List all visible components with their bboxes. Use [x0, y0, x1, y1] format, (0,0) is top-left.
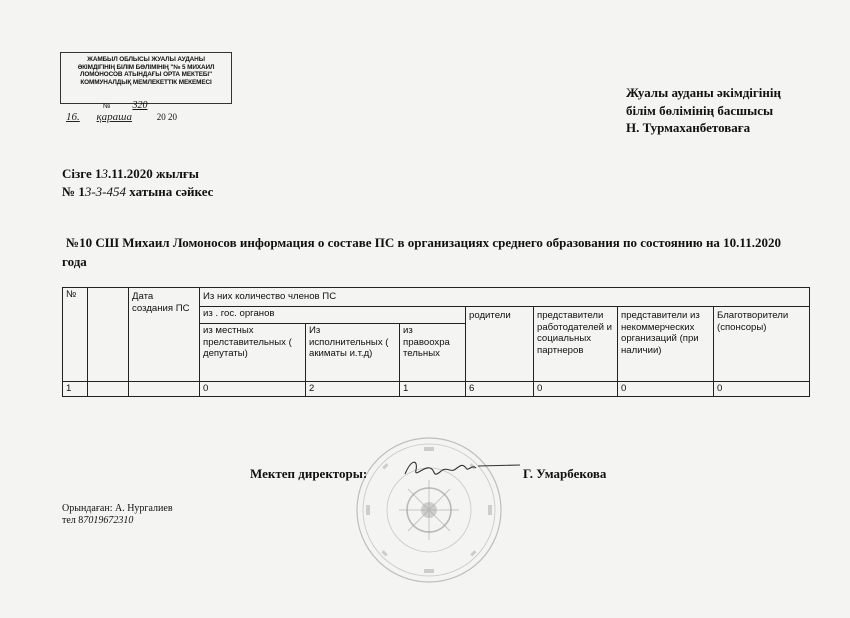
- signature-label: Мектеп директоры:: [250, 466, 368, 481]
- stamp-line-3: ЛОМОНОСОВ АТЫНДАҒЫ ОРТА МЕКТЕБІ": [79, 71, 213, 79]
- header-no: №: [63, 288, 88, 382]
- handwritten-signature: [402, 456, 520, 482]
- addressee-line-2: білім бөлімінің басшысы: [626, 102, 774, 118]
- addressee-line-1: Жуалы ауданы әкімдігінің: [626, 85, 782, 100]
- reference-line-1-suffix: .11.2020 жылғы: [107, 166, 199, 181]
- signature-name: Г. Умарбекова: [523, 466, 607, 481]
- addressee-line-3: Н. Турмаханбетоваға: [626, 120, 751, 135]
- cell-exec: 2: [306, 382, 400, 397]
- reference-line-2: [62, 183, 213, 201]
- header-local: из местных прелставительных ( депутаты): [200, 324, 306, 382]
- document-title: №10 СШ Михаил Ломоносов информация о составе ПС в организациях среднего образования по состоянию на 10.11.2020 года: [62, 235, 781, 269]
- cell-employers: 0: [534, 382, 618, 397]
- reference-line-1-hand: 3: [101, 166, 108, 181]
- header-law: из правоохра тельных: [400, 324, 466, 382]
- reference-block: [62, 165, 213, 200]
- stamp-line-1: ЖАМБЫЛ ОБЛЫСЫ ЖУАЛЫ АУДАНЫ: [87, 56, 205, 63]
- reference-line-2-suffix: хатына сәйкес: [126, 183, 214, 199]
- cell-blank: [88, 382, 129, 397]
- stamp-number: [103, 100, 147, 111]
- registration-stamp: [60, 52, 232, 104]
- cell-law: 1: [400, 382, 466, 397]
- header-sponsors: Благотворители (спонсоры): [714, 307, 810, 382]
- header-gov: из . гос. органов: [200, 307, 466, 324]
- stamp-date-day: 16.: [66, 111, 80, 123]
- reference-line-1: [62, 165, 213, 183]
- reference-line-1-prefix: Сізге 1: [62, 166, 102, 181]
- header-blank: [88, 288, 129, 382]
- performer-block: [62, 503, 173, 527]
- header-exec: Из исполнительных ( акиматы и.т.д): [306, 324, 400, 382]
- reference-line-2-hand: 3-3-454: [84, 183, 126, 199]
- addressee-block: [626, 84, 781, 137]
- header-employers: представители работодателей и социальных партнеров: [534, 307, 618, 382]
- header-date: Дата создания ПС: [129, 288, 200, 382]
- stamp-date-month: қараша: [96, 111, 132, 123]
- stamp-number-label: №: [103, 103, 111, 110]
- performer-phone-prefix: тел 8: [62, 515, 84, 526]
- header-parents: родители: [466, 307, 534, 382]
- stamp-date-year: 20 20: [156, 112, 177, 122]
- cell-local: 0: [200, 382, 306, 397]
- cell-date: [129, 382, 200, 397]
- performer-phone-hand: 7019672310: [83, 515, 134, 526]
- stamp-date: [66, 111, 177, 123]
- performer-line-1: Орындаған: А. Нургалиев: [62, 503, 173, 514]
- cell-sponsors: 0: [714, 382, 810, 397]
- cell-ngo: 0: [618, 382, 714, 397]
- membership-table: [62, 287, 810, 397]
- table-row: [63, 382, 810, 397]
- performer-line-2: [62, 515, 173, 527]
- stamp-number-value: 320: [132, 100, 148, 111]
- header-members: Из них количество членов ПС: [200, 288, 810, 307]
- stamp-line-2: ӘКІМДІГІНІҢ БІЛІМ БӨЛІМІНІҢ "№ 5 МИХАИЛ: [77, 63, 215, 71]
- reference-line-2-prefix: № 1: [62, 183, 85, 199]
- cell-no: 1: [63, 382, 88, 397]
- cell-parents: 6: [466, 382, 534, 397]
- header-ngo: представители из некоммерческих организаций (при наличии): [618, 307, 714, 382]
- stamp-line-4: КОММУНАЛДЫҚ МЕМЛЕКЕТТІК МЕКЕМЕСІ: [80, 78, 212, 86]
